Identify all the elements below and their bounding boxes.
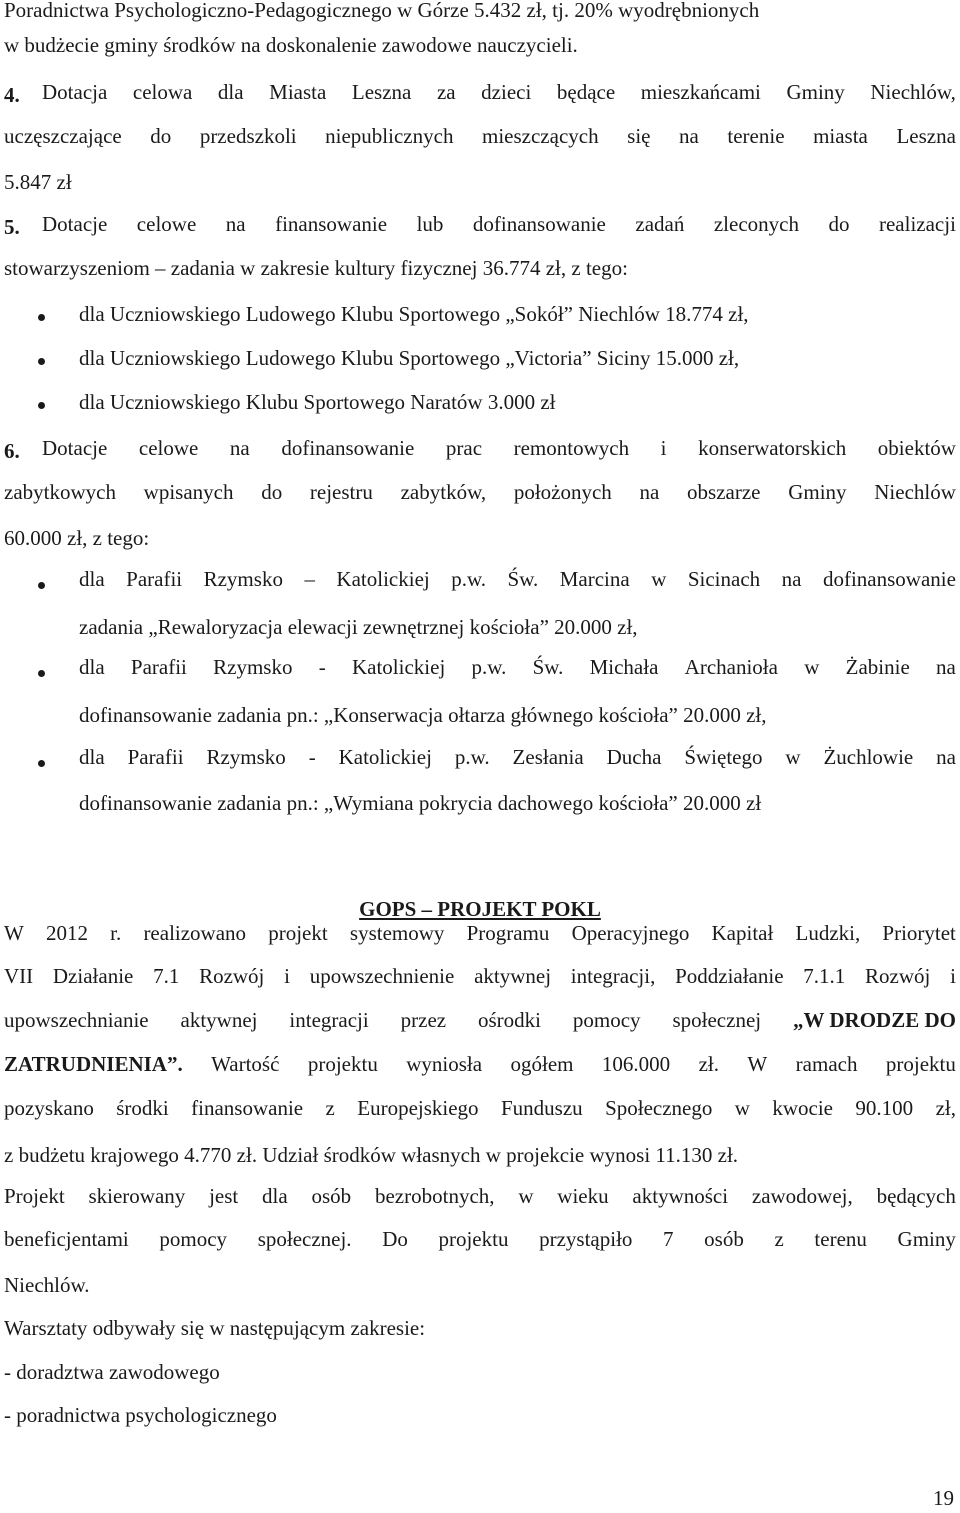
word: 7.1.1: [803, 964, 846, 988]
word: W: [747, 1052, 768, 1076]
word: Do: [382, 1227, 408, 1251]
bullet-icon: [38, 582, 45, 589]
word: Programu: [466, 921, 550, 945]
word: zadań: [635, 212, 685, 236]
word: upowszechnienie: [309, 964, 455, 988]
word: Rzymsko: [203, 567, 283, 591]
word: Św.: [532, 655, 564, 679]
word: 2012: [46, 921, 88, 945]
word: z: [774, 1227, 784, 1251]
word: zł.: [698, 1052, 719, 1076]
word: społecznej.: [257, 1227, 352, 1251]
word: przedszkoli: [199, 124, 297, 148]
justified-line: [4, 1054, 956, 1080]
list-item: - poradnictwa psychologicznego: [4, 1403, 277, 1427]
paragraph-line: w budżecie gminy środków na doskonalenie zawodowe nauczycieli.: [4, 33, 578, 57]
word: i: [284, 964, 290, 988]
word: aktywnej: [474, 964, 552, 988]
word: Katolickiej: [336, 567, 430, 591]
word: będących: [876, 1184, 956, 1208]
bullet-item: dla Uczniowskiego Ludowego Klubu Sportowego „Victoria” Siciny 15.000 zł,: [79, 346, 740, 370]
word: integracji: [289, 1008, 369, 1032]
bullet-item: zadania „Rewaloryzacja elewacji zewnętrznej kościoła” 20.000 zł,: [79, 615, 638, 639]
word: 7.1: [153, 964, 180, 988]
word: dofinansowanie: [822, 567, 956, 591]
paragraph-line: Warsztaty odbywały się w następującym zakresie:: [4, 1316, 426, 1340]
justified-line: [4, 1098, 956, 1124]
word: do: [828, 212, 850, 236]
word: Rozwój: [865, 964, 931, 988]
word: prac: [445, 436, 483, 460]
word: Niechlów: [874, 480, 956, 504]
word: do: [261, 480, 283, 504]
word: beneficjentami: [4, 1227, 129, 1251]
bullet-item: dla Uczniowskiego Klubu Sportowego Naratów 3.000 zł: [79, 390, 556, 414]
word: Rozwój: [199, 964, 265, 988]
word: 106.000: [601, 1052, 671, 1076]
justified-line: [79, 747, 956, 773]
word: wpisanych: [143, 480, 234, 504]
word: zabytków,: [400, 480, 487, 504]
word: Społecznego: [605, 1096, 713, 1120]
word: 90.100: [855, 1096, 914, 1120]
justified-line: [4, 966, 956, 992]
word: położonych: [513, 480, 612, 504]
word: Katolickiej: [351, 655, 446, 679]
word: aktywności: [632, 1184, 729, 1208]
justified-line: [79, 569, 956, 595]
word: systemowy: [349, 921, 445, 945]
word: Św.: [507, 567, 539, 591]
word: w: [734, 1096, 750, 1120]
word: aktywnej: [180, 1008, 258, 1032]
word: Marcina: [559, 567, 630, 591]
bullet-icon: [38, 402, 45, 409]
word: ośrodki: [478, 1008, 541, 1032]
justified-line: [4, 126, 956, 152]
list-number: 6.: [4, 439, 20, 463]
word: dla: [79, 745, 105, 769]
word: integracji,: [570, 964, 656, 988]
bullet-item: dofinansowanie zadania pn.: „Konserwacja ołtarza głównego kościoła” 20.000 zł,: [79, 703, 767, 727]
word: Świętego: [684, 745, 763, 769]
word: osób: [311, 1184, 352, 1208]
word: r.: [110, 921, 122, 945]
word: miasta: [813, 124, 868, 148]
word: niepublicznych: [325, 124, 454, 148]
word: Michała: [589, 655, 659, 679]
page-number: 19: [933, 1486, 954, 1510]
word: ogółem: [510, 1052, 574, 1076]
word: Dotacje: [42, 436, 108, 460]
word: terenu: [814, 1227, 867, 1251]
justified-line: [42, 438, 956, 464]
word: Wartość: [211, 1052, 280, 1076]
word: Działanie: [52, 964, 134, 988]
word: na: [679, 124, 699, 148]
word: na: [781, 567, 802, 591]
paragraph-line: 5.847 zł: [4, 170, 72, 194]
bullet-icon: [38, 314, 45, 321]
word: Priorytet: [882, 921, 956, 945]
word: upowszechnianie: [4, 1008, 149, 1032]
word: skierowany: [88, 1184, 186, 1208]
word: w: [785, 745, 801, 769]
list-number: 4.: [4, 83, 20, 107]
word: finansowanie: [275, 212, 388, 236]
word: przez: [400, 1008, 447, 1032]
word: terenie: [727, 124, 785, 148]
word: mieszczących: [482, 124, 599, 148]
word: VII: [4, 964, 34, 988]
bullet-item: dla Uczniowskiego Ludowego Klubu Sportowego „Sokół” Niechlów 18.774 zł,: [79, 302, 749, 326]
word: konserwatorskich: [698, 436, 847, 460]
word: obiektów: [877, 436, 956, 460]
word: Operacyjnego: [571, 921, 690, 945]
word: Archanioła: [684, 655, 778, 679]
word: Gminy: [786, 80, 845, 104]
justified-line: [4, 923, 956, 949]
word: ramach: [795, 1052, 858, 1076]
word: –: [304, 567, 315, 591]
word: realizowano: [143, 921, 247, 945]
word: -: [308, 745, 316, 769]
word: Kapitał: [711, 921, 774, 945]
word: Dotacje: [42, 212, 108, 236]
paragraph-line: Niechlów.: [4, 1273, 90, 1297]
word: Rzymsko: [206, 745, 286, 769]
word: zawodowej,: [751, 1184, 853, 1208]
word: na: [639, 480, 660, 504]
justified-line: [42, 82, 956, 108]
word: zabytkowych: [4, 480, 116, 504]
word: przystąpiło: [539, 1227, 633, 1251]
word: celowa: [132, 80, 193, 104]
word: -: [318, 655, 326, 679]
word: remontowych: [513, 436, 630, 460]
word: Miasta: [269, 80, 327, 104]
word: na: [229, 436, 250, 460]
word: obszarze: [687, 480, 761, 504]
list-number: 5.: [4, 215, 20, 239]
word: Żabinie: [845, 655, 910, 679]
word: Gminy: [897, 1227, 956, 1251]
word: Parafii: [127, 745, 184, 769]
word: osób: [704, 1227, 744, 1251]
word: dla: [79, 567, 105, 591]
section-heading: GOPS – PROJEKT POKL: [359, 897, 601, 921]
word: p.w.: [471, 655, 507, 679]
word: Funduszu: [500, 1096, 583, 1120]
word: p.w.: [451, 567, 487, 591]
word: pomocy: [159, 1227, 228, 1251]
word: finansowanie: [191, 1096, 304, 1120]
word: Rzymsko: [213, 655, 293, 679]
word: projektu: [307, 1052, 378, 1076]
word: bezrobotnych,: [374, 1184, 495, 1208]
word: Parafii: [126, 567, 183, 591]
word: Leszna: [896, 124, 956, 148]
word: Projekt: [4, 1184, 65, 1208]
word: zleconych: [713, 212, 799, 236]
word: środki: [116, 1096, 169, 1120]
word: będące: [556, 80, 616, 104]
word: Żuchlowie: [823, 745, 914, 769]
word: uczęszczające: [4, 124, 122, 148]
word: „W DRODZE DO: [793, 1008, 956, 1032]
paragraph-line: 60.000 zł, z tego:: [4, 526, 150, 550]
justified-line: [4, 482, 956, 508]
paragraph-line: Poradnictwa Psychologiczno-Pedagogicznego w Górze 5.432 zł, tj. 20% wyodrębnionych: [4, 0, 760, 22]
justified-line: [42, 214, 956, 240]
word: Ducha: [606, 745, 662, 769]
word: jest: [209, 1184, 239, 1208]
word: w: [518, 1184, 534, 1208]
word: lub: [416, 212, 444, 236]
word: dzieci: [481, 80, 532, 104]
word: wyniosła: [406, 1052, 483, 1076]
word: realizacji: [878, 212, 956, 236]
word: na: [225, 212, 246, 236]
word: p.w.: [454, 745, 490, 769]
word: do: [150, 124, 172, 148]
word: Niechlów,: [870, 80, 956, 104]
word: Europejskiego: [357, 1096, 479, 1120]
word: zł,: [935, 1096, 956, 1120]
word: Ludzki,: [795, 921, 861, 945]
word: na: [936, 745, 956, 769]
word: Dotacja: [42, 80, 108, 104]
word: celowe: [138, 436, 199, 460]
word: Katolickiej: [338, 745, 432, 769]
word: projektu: [438, 1227, 509, 1251]
word: pozyskano: [4, 1096, 94, 1120]
bullet-icon: [38, 358, 45, 365]
bullet-icon: [38, 670, 45, 677]
paragraph-line: stowarzyszeniom – zadania w zakresie kultury fizycznej 36.774 zł, z tego:: [4, 256, 628, 280]
bullet-icon: [38, 760, 45, 767]
word: w: [804, 655, 820, 679]
word: Poddziałanie: [675, 964, 784, 988]
word: dofinansowanie: [281, 436, 415, 460]
word: projektu: [885, 1052, 956, 1076]
word: w: [651, 567, 667, 591]
list-item: - doradztwa zawodowego: [4, 1360, 220, 1384]
word: Gminy: [788, 480, 847, 504]
word: dla: [262, 1184, 288, 1208]
word: Parafii: [130, 655, 187, 679]
word: i: [660, 436, 667, 460]
word: i: [950, 964, 956, 988]
word: 7: [663, 1227, 674, 1251]
word: projekt: [268, 921, 328, 945]
word: Sicinach: [687, 567, 761, 591]
word: dla: [79, 655, 105, 679]
word: za: [436, 80, 456, 104]
paragraph-line: z budżetu krajowego 4.770 zł. Udział środków własnych w projekcie wynosi 11.130 zł.: [4, 1143, 739, 1167]
word: pomocy: [572, 1008, 641, 1032]
justified-line: [4, 1186, 956, 1212]
justified-line: [79, 657, 956, 683]
word: dla: [217, 80, 244, 104]
word: dofinansowanie: [472, 212, 606, 236]
word: Zesłania: [512, 745, 584, 769]
word: społecznej: [672, 1008, 762, 1032]
word: z: [325, 1096, 335, 1120]
word: na: [936, 655, 956, 679]
bullet-item: dofinansowanie zadania pn.: „Wymiana pokrycia dachowego kościoła” 20.000 zł: [79, 791, 762, 815]
word: ZATRUDNIENIA”.: [4, 1052, 183, 1076]
word: mieszkańcami: [640, 80, 761, 104]
justified-line: [4, 1010, 956, 1036]
word: kwocie: [772, 1096, 833, 1120]
word: się: [627, 124, 651, 148]
word: rejestru: [309, 480, 373, 504]
word: celowe: [136, 212, 197, 236]
word: wieku: [557, 1184, 609, 1208]
justified-line: [4, 1229, 956, 1255]
word: W: [4, 921, 24, 945]
word: Leszna: [351, 80, 412, 104]
